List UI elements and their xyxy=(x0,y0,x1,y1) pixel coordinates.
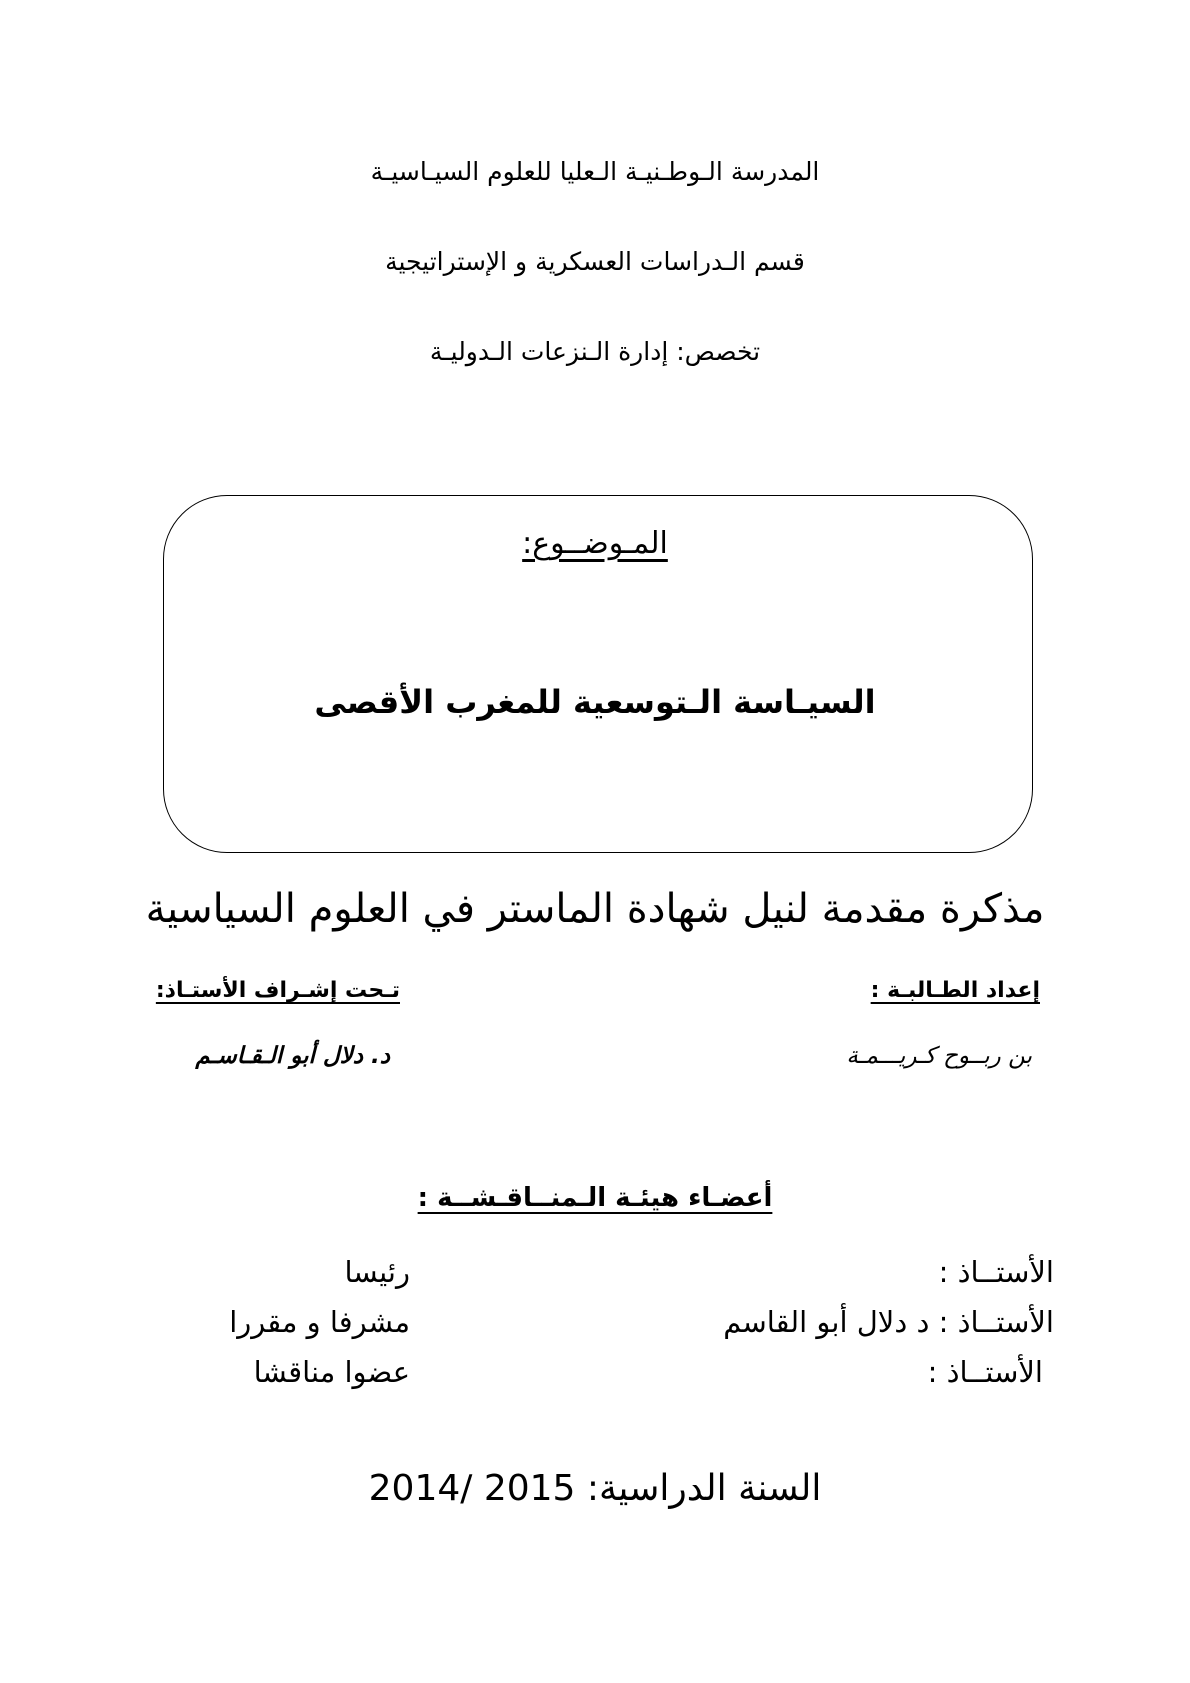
jury-member-2 xyxy=(723,1302,1054,1342)
jury-member-2-name: د دلال أبو القاسم xyxy=(723,1305,930,1339)
supervisor-label: تـحت إشـراف الأستـاذ: xyxy=(155,978,400,1003)
jury-member-1-role: رئيسا xyxy=(344,1255,410,1289)
jury-member-1-title: الأستــاذ : xyxy=(938,1255,1054,1289)
student-name: بن ربــوح كـريـــمـة xyxy=(846,1043,1032,1069)
institution-name: المدرسة الـوطـنيـة الـعليا للعلوم السيـاسيـة xyxy=(370,157,820,186)
degree-statement: مذكرة مقدمة لنيل شهادة الماستر في العلوم السياسية xyxy=(145,886,1045,932)
jury-title: أعضـاء هيئـة الـمنــاقـشــة : xyxy=(417,1183,773,1213)
specialty-name: تخصص: إدارة الـنزعات الـدوليـة xyxy=(429,337,761,366)
thesis-title: السيـاسة الـتوسعية للمغرب الأقصى xyxy=(314,683,876,721)
jury-member-3-role: عضوا مناقشا xyxy=(253,1355,410,1389)
academic-year xyxy=(0,1465,1190,1513)
academic-year-value: 2014/ 2015 xyxy=(368,1468,576,1509)
department-name: قسم الـدراسات العسكرية و الإستراتيجية xyxy=(385,247,805,276)
topic-label: المـوضــوع: xyxy=(522,526,668,561)
jury-member-3-title: الأستــاذ : xyxy=(927,1355,1043,1389)
jury-member-2-role: مشرفا و مقررا xyxy=(229,1305,410,1339)
academic-year-label: السنة الدراسية: xyxy=(586,1468,822,1509)
jury-member-2-title: الأستــاذ : xyxy=(938,1305,1054,1339)
supervisor-name: د. دلال أبو الـقـاسـم xyxy=(195,1043,390,1069)
student-label: إعداد الطـالبـة : xyxy=(870,978,1040,1003)
